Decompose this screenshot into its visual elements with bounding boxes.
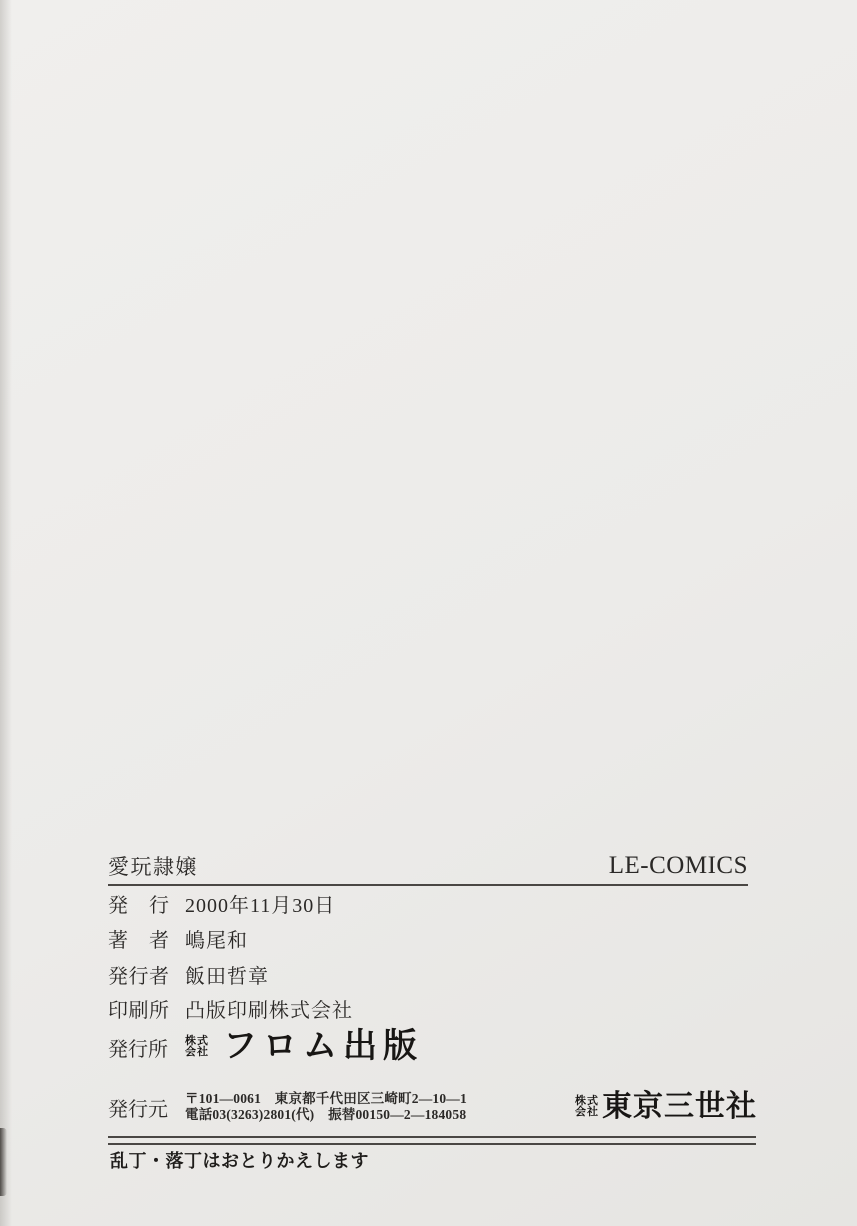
corporate-prefix	[575, 1096, 599, 1118]
publishing-house-row	[108, 1028, 423, 1066]
distributor-row	[108, 1086, 757, 1128]
book-title: 愛玩隷嬢	[108, 855, 198, 879]
corporate-prefix-top: 株式	[185, 1035, 209, 1047]
printer-row	[108, 1000, 353, 1022]
author-value: 嶋尾和	[185, 930, 248, 952]
printer-value: 凸版印刷株式会社	[185, 1000, 353, 1022]
footer-double-rule	[108, 1136, 756, 1145]
scan-edge-shadow	[0, 0, 12, 1226]
distributor-address-line1: 〒101—0061 東京都千代田区三崎町2—10—1	[185, 1090, 467, 1106]
corporate-prefix-bottom: 会社	[575, 1106, 599, 1118]
publisher-person-label: 発行者	[108, 966, 170, 988]
distributor-address-line2: 電話03(3263)2801(代) 振替00150—2—184058	[185, 1107, 467, 1122]
issue-date-row	[108, 895, 335, 917]
defect-notice: 乱丁・落丁はおとりかえします	[110, 1151, 369, 1171]
scan-edge-smudge	[0, 1128, 7, 1196]
author-row	[108, 930, 248, 952]
corporate-prefix-bottom: 会社	[185, 1046, 209, 1058]
colophon-header	[108, 846, 748, 878]
issue-date-value: 2000年11月30日	[185, 895, 336, 917]
publisher-person-value: 飯田哲章	[185, 966, 269, 988]
printer-label: 印刷所	[108, 1000, 170, 1022]
publishing-house-name: フロム出版	[223, 1028, 423, 1065]
distributor-company-name: 東京三世社	[602, 1090, 757, 1123]
publishing-house-label: 発行所	[108, 1038, 168, 1061]
distributor-address	[185, 1091, 467, 1124]
distributor-label: 発行元	[108, 1098, 168, 1121]
author-label: 著 者	[108, 930, 170, 952]
imprint-label: LE-COMICS	[608, 852, 748, 879]
publisher-person-row	[108, 966, 269, 988]
header-rule	[108, 884, 748, 886]
corporate-prefix-top: 株式	[575, 1095, 599, 1107]
distributor-company	[575, 1092, 757, 1122]
corporate-prefix	[185, 1036, 209, 1058]
issue-date-label: 発 行	[108, 895, 170, 917]
